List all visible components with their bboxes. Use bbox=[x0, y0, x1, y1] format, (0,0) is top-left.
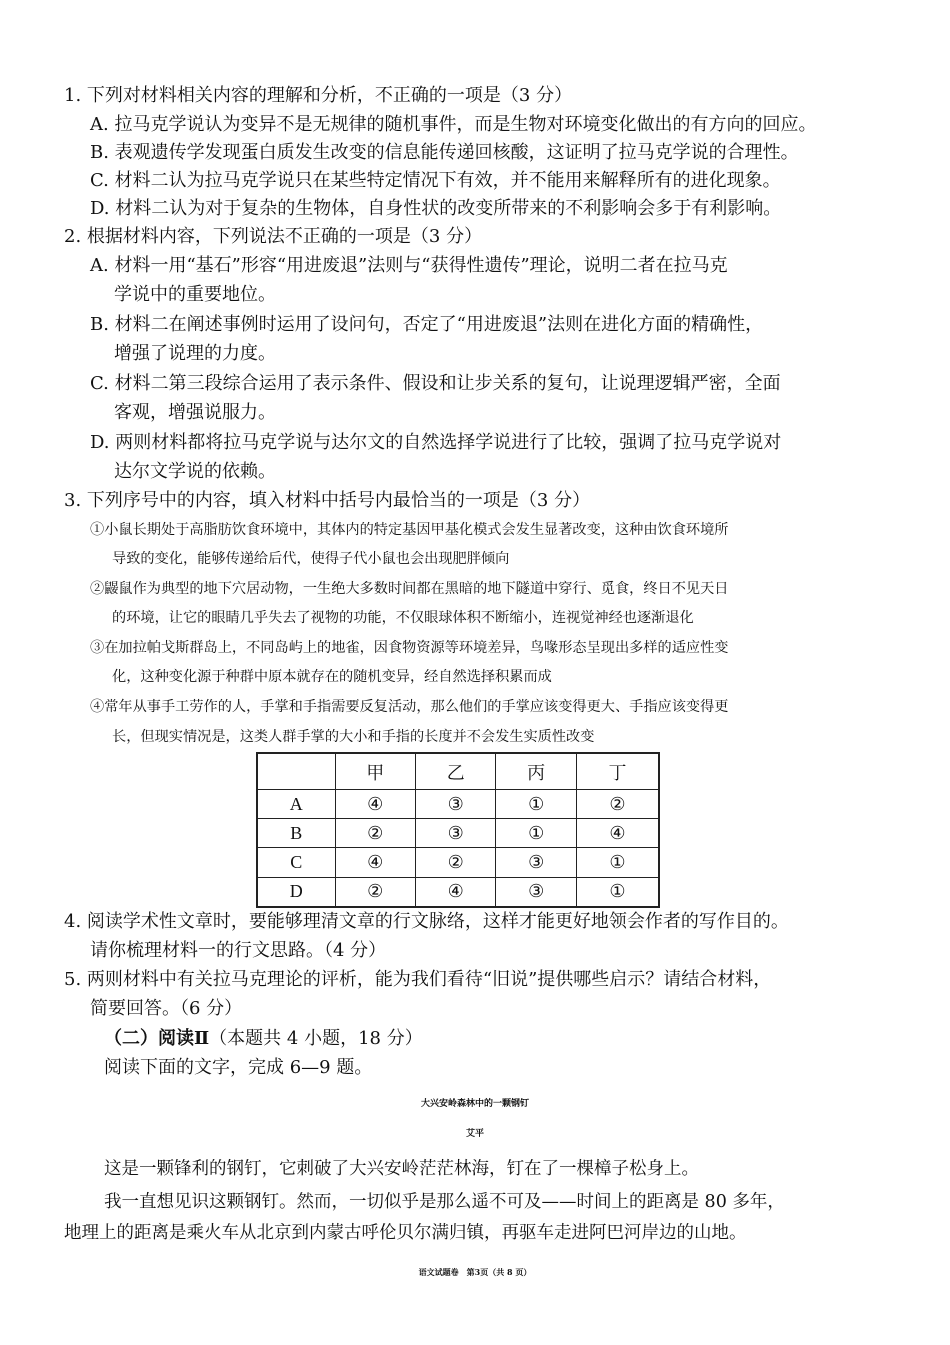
table-cell: ③ bbox=[415, 819, 495, 848]
q1-option-b: B. 表观遗传学发现蛋白质发生改变的信息能传递回核酸，这证明了拉马克学说的合理性。 bbox=[90, 142, 799, 163]
q4-line2: 请你梳理材料一的行文思路。（4 分） bbox=[90, 940, 387, 961]
q2-option-c-line1: C. 材料二第三段综合运用了表示条件、假设和让步关系的复句，让说理逻辑严密，全面 bbox=[90, 373, 781, 394]
page-footer: 语文试题卷 第3页（共 8 页） bbox=[418, 1267, 532, 1277]
q5-line1: 5. 两则材料中有关拉马克理论的评析，能为我们看待“旧说”提供哪些启示？请结合材料， bbox=[64, 969, 772, 990]
table-cell: ③ bbox=[415, 790, 495, 819]
table-cell: C bbox=[257, 848, 335, 877]
article-paragraph-continued: 地理上的距离是乘火车从北京到内蒙古呼伦贝尔满归镇，再驱车走进阿巴河岸边的山地。 bbox=[64, 1223, 747, 1243]
table-header-cell: 丙 bbox=[496, 753, 576, 790]
q2-stem: 2. 根据材料内容，下列说法不正确的一项是（3 分） bbox=[64, 226, 483, 247]
table-cell: ③ bbox=[496, 877, 576, 907]
table-cell: ③ bbox=[496, 848, 576, 877]
answer-choice-table bbox=[256, 752, 660, 908]
q3-item-4-line1: ④常年从事手工劳作的人，手掌和手指需要反复活动，那么他们的手掌应该变得更大、手指应该变得更 bbox=[90, 699, 729, 715]
table-row bbox=[257, 819, 659, 848]
q3-item-2-line1: ②鼹鼠作为典型的地下穴居动物，一生绝大多数时间都在黑暗的地下隧道中穿行、觅食，终日不见天日 bbox=[90, 581, 729, 597]
table-cell: ④ bbox=[335, 790, 415, 819]
table-cell: D bbox=[257, 877, 335, 907]
table-cell: ④ bbox=[576, 819, 659, 848]
article-title: 大兴安岭森林中的一颗钢钉 bbox=[420, 1099, 529, 1109]
table-cell: B bbox=[257, 819, 335, 848]
q1-stem: 1. 下列对材料相关内容的理解和分析，不正确的一项是（3 分） bbox=[64, 85, 573, 106]
table-row bbox=[257, 848, 659, 877]
article-paragraph: 这是一颗锋利的钢钉，它刺破了大兴安岭茫茫林海，钉在了一棵樟子松身上。 bbox=[104, 1159, 699, 1179]
table-cell: ④ bbox=[415, 877, 495, 907]
q2-option-a-line2: 学说中的重要地位。 bbox=[114, 284, 276, 305]
q3-item-2-line2: 的环境，让它的眼睛几乎失去了视物的功能，不仅眼球体积不断缩小，连视觉神经也逐渐退化 bbox=[112, 610, 694, 626]
table-cell: ① bbox=[576, 877, 659, 907]
article-paragraph: 我一直想见识这颗钢钉。然而，一切似乎是那么遥不可及——时间上的距离是 80 多年， bbox=[104, 1192, 785, 1212]
table-cell: ① bbox=[576, 848, 659, 877]
article-author: 艾平 bbox=[465, 1129, 484, 1139]
q3-item-4-line2: 长，但现实情况是，这类人群手掌的大小和手指的长度并不会发生实质性改变 bbox=[112, 729, 595, 745]
q2-option-c-line2: 客观，增强说服力。 bbox=[114, 402, 276, 423]
q1-option-a: A. 拉马克学说认为变异不是无规律的随机事件，而是生物对环境变化做出的有方向的回应。 bbox=[90, 114, 817, 135]
section-heading bbox=[104, 1027, 423, 1051]
q2-option-d-line1: D. 两则材料都将拉马克学说与达尔文的自然选择学说进行了比较，强调了拉马克学说对 bbox=[90, 432, 782, 453]
q2-option-b-line2: 增强了说理的力度。 bbox=[114, 343, 276, 364]
table-cell: A bbox=[257, 790, 335, 819]
table-cell: ① bbox=[496, 819, 576, 848]
section-instruction: 阅读下面的文字，完成 6—9 题。 bbox=[104, 1057, 373, 1078]
table-cell: ② bbox=[335, 877, 415, 907]
q1-option-c: C. 材料二认为拉马克学说只在某些特定情况下有效，并不能用来解释所有的进化现象。 bbox=[90, 170, 781, 191]
table-header-row bbox=[257, 753, 659, 790]
table-header-cell: 乙 bbox=[415, 753, 495, 790]
table-header-cell: 甲 bbox=[335, 753, 415, 790]
table-cell: ① bbox=[496, 790, 576, 819]
q1-option-d: D. 材料二认为对于复杂的生物体，自身性状的改变所带来的不利影响会多于有利影响。 bbox=[90, 198, 782, 219]
section-heading-label: （二）阅读Ⅱ bbox=[104, 1028, 210, 1049]
table-cell: ② bbox=[335, 819, 415, 848]
q3-item-1-line1: ①小鼠长期处于高脂肪饮食环境中，其体内的特定基因甲基化模式会发生显著改变，这种由饮食环境所 bbox=[90, 522, 729, 538]
table-header-cell bbox=[257, 753, 335, 790]
q2-option-a-line1: A. 材料一用“基石”形容“用进废退”法则与“获得性遗传”理论，说明二者在拉马克 bbox=[90, 255, 728, 276]
section-heading-detail: （本题共 4 小题，18 分） bbox=[209, 1028, 423, 1049]
q3-stem: 3. 下列序号中的内容，填入材料中括号内最恰当的一项是（3 分） bbox=[64, 490, 591, 511]
q2-option-d-line2: 达尔文学说的依赖。 bbox=[114, 461, 276, 482]
table-row bbox=[257, 790, 659, 819]
table-cell: ② bbox=[576, 790, 659, 819]
table-row bbox=[257, 877, 659, 907]
q2-option-b-line1: B. 材料二在阐述事例时运用了设问句，否定了“用进废退”法则在进化方面的精确性， bbox=[90, 314, 764, 335]
q3-item-1-line2: 导致的变化，能够传递给后代，使得子代小鼠也会出现肥胖倾向 bbox=[112, 551, 510, 567]
table-header-cell: 丁 bbox=[576, 753, 659, 790]
q5-line2: 简要回答。（6 分） bbox=[90, 998, 243, 1019]
q3-item-3-line1: ③在加拉帕戈斯群岛上，不同岛屿上的地雀，因食物资源等环境差异，鸟喙形态呈现出多样的适应性变 bbox=[90, 640, 729, 656]
q4-line1: 4. 阅读学术性文章时，要能够理清文章的行文脉络，这样才能更好地领会作者的写作目的。 bbox=[64, 911, 789, 932]
table-cell: ④ bbox=[335, 848, 415, 877]
table-cell: ② bbox=[415, 848, 495, 877]
q3-item-3-line2: 化，这种变化源于种群中原本就存在的随机变异，经自然选择积累而成 bbox=[112, 669, 552, 685]
